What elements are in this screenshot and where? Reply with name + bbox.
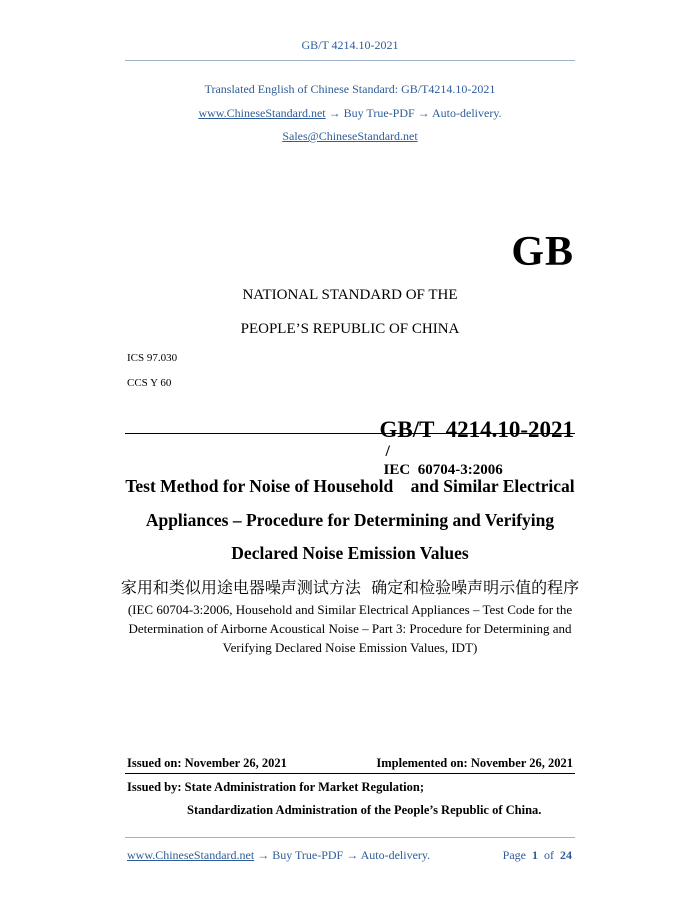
- footer-divider: [125, 837, 575, 838]
- standard-divider: [125, 433, 575, 434]
- page-number: 1: [532, 848, 538, 862]
- ccs-code: CCS Y 60: [127, 377, 172, 389]
- sales-email-link[interactable]: Sales@ChineseStandard.net: [282, 129, 418, 143]
- ics-code: ICS 97.030: [127, 352, 178, 364]
- national-standard-line2: PEOPLE’S REPUBLIC OF CHINA: [240, 321, 460, 337]
- national-standard-line1: NATIONAL STANDARD OF THE: [242, 287, 458, 303]
- arrow-right-icon: →: [257, 848, 270, 862]
- dates-divider: [125, 773, 575, 774]
- header-divider: [125, 60, 575, 61]
- title-line2: Appliances – Procedure for Determining and Verifying: [145, 510, 555, 530]
- standard-slash: /: [385, 443, 390, 460]
- translation-note: Translated English of Chinese Standard: GB/T4214.10-2021: [204, 82, 496, 96]
- title-line1: Test Method for Noise of Household and Similar Electrical: [125, 476, 575, 496]
- arrow-right-icon: →: [417, 106, 430, 120]
- page-indicator: [503, 848, 572, 863]
- purchase-line: [0, 106, 700, 121]
- page-of-label: of: [544, 848, 554, 862]
- standard-number: GB/T 4214.10-2021: [379, 417, 574, 442]
- equivalence-line2: Determination of Airborne Acoustical Noise – Part 3: Procedure for Determining and: [128, 621, 572, 636]
- footer-site-link[interactable]: www.ChineseStandard.net: [127, 848, 255, 862]
- iec-number: IEC 60704-3:2006: [383, 462, 503, 478]
- footer-purchase-line: [127, 848, 430, 863]
- page-total: 24: [560, 848, 572, 862]
- implemented-on-date: Implemented on: November 26, 2021: [376, 756, 573, 770]
- email-line: [0, 129, 700, 144]
- arrow-right-icon: →: [346, 848, 359, 862]
- equivalence-line1: (IEC 60704-3:2006, Household and Similar Electrical Appliances – Test Code for the: [127, 602, 573, 617]
- issued-on-date: Issued on: November 26, 2021: [127, 756, 287, 770]
- footer-auto-delivery-text: Auto-delivery.: [360, 848, 431, 862]
- equivalence-line3: Verifying Declared Noise Emission Values, IDT): [222, 640, 478, 655]
- title-line3: Declared Noise Emission Values: [231, 543, 469, 563]
- header-doc-code: GB/T 4214.10-2021: [301, 38, 399, 52]
- issued-by-line1: Issued by: State Administration for Market Regulation;: [127, 780, 424, 794]
- chinese-title: 家用和类似用途电器噪声测试方法 确定和检验噪声明示值的程序: [120, 578, 580, 597]
- issued-by-line2: Standardization Administration of the People’s Republic of China.: [187, 803, 542, 817]
- site-link[interactable]: www.ChineseStandard.net: [198, 106, 326, 120]
- gb-logo: GB: [511, 229, 574, 275]
- standard-number-line: [372, 399, 574, 479]
- page-label: Page: [502, 848, 526, 862]
- buy-pdf-text: Buy True-PDF: [343, 106, 415, 120]
- footer-buy-pdf-text: Buy True-PDF: [272, 848, 344, 862]
- arrow-right-icon: →: [328, 106, 341, 120]
- auto-delivery-text: Auto-delivery.: [432, 106, 502, 120]
